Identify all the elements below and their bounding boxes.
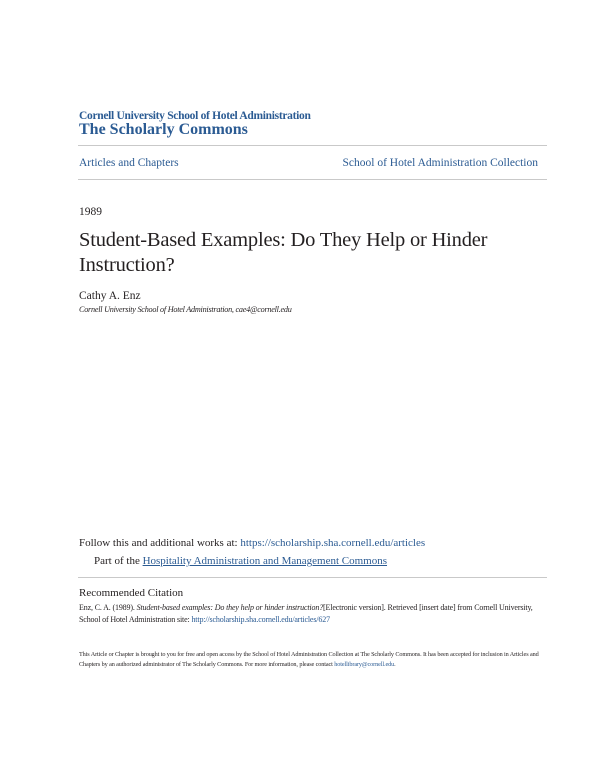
access-statement-text: This Article or Chapter is brought to you for free and open access by the School of Hotel Administration Collection at The Scholarly Commons. It has been accepted for inclusion in Articles and Chapters by an authorized administrator of The Scholarly Commons. For more information, please contact [79,651,539,668]
paper-title: Student-Based Examples: Do They Help or Hinder Instruction? [79,229,488,276]
access-statement-end: . [394,661,396,668]
citation-url-link[interactable]: http://scholarship.sha.cornell.edu/articles/627 [191,614,330,624]
commons-discipline-link[interactable]: Hospitality Administration and Management Commons [142,555,388,567]
header-divider-top [78,145,547,146]
recommended-citation-heading: Recommended Citation [79,587,184,599]
citation-text [79,602,549,625]
follow-line [79,537,425,549]
citation-divider [78,577,547,578]
contact-email-link[interactable]: hotellibrary@cornell.edu [334,661,395,668]
publication-year: 1989 [79,206,102,218]
part-of-text: Part of the [94,555,143,567]
collection-link[interactable]: School of Hotel Administration Collection [342,157,538,169]
repository-name[interactable]: The Scholarly Commons [79,121,248,138]
articles-and-chapters-link[interactable]: Articles and Chapters [79,157,179,169]
access-statement [79,650,549,670]
follow-text: Follow this and additional works at: [79,537,241,549]
institution-name[interactable]: Cornell University School of Hotel Administration [79,110,311,122]
author-name: Cathy A. Enz [79,290,141,302]
citation-title: Student-based examples: Do they help or hinder instruction? [136,603,324,612]
articles-url-link[interactable]: https://scholarship.sha.cornell.edu/articles [240,537,426,549]
author-affiliation: Cornell University School of Hotel Administration, cae4@cornell.edu [79,305,292,314]
citation-suffix: [Electronic version]. Retrieved [insert date] from Cornell University, School of Hotel Administration site: [79,603,533,624]
header-divider-bottom [78,179,547,180]
citation-prefix: Enz, C. A. (1989). [79,603,137,612]
part-of-line [94,555,387,567]
